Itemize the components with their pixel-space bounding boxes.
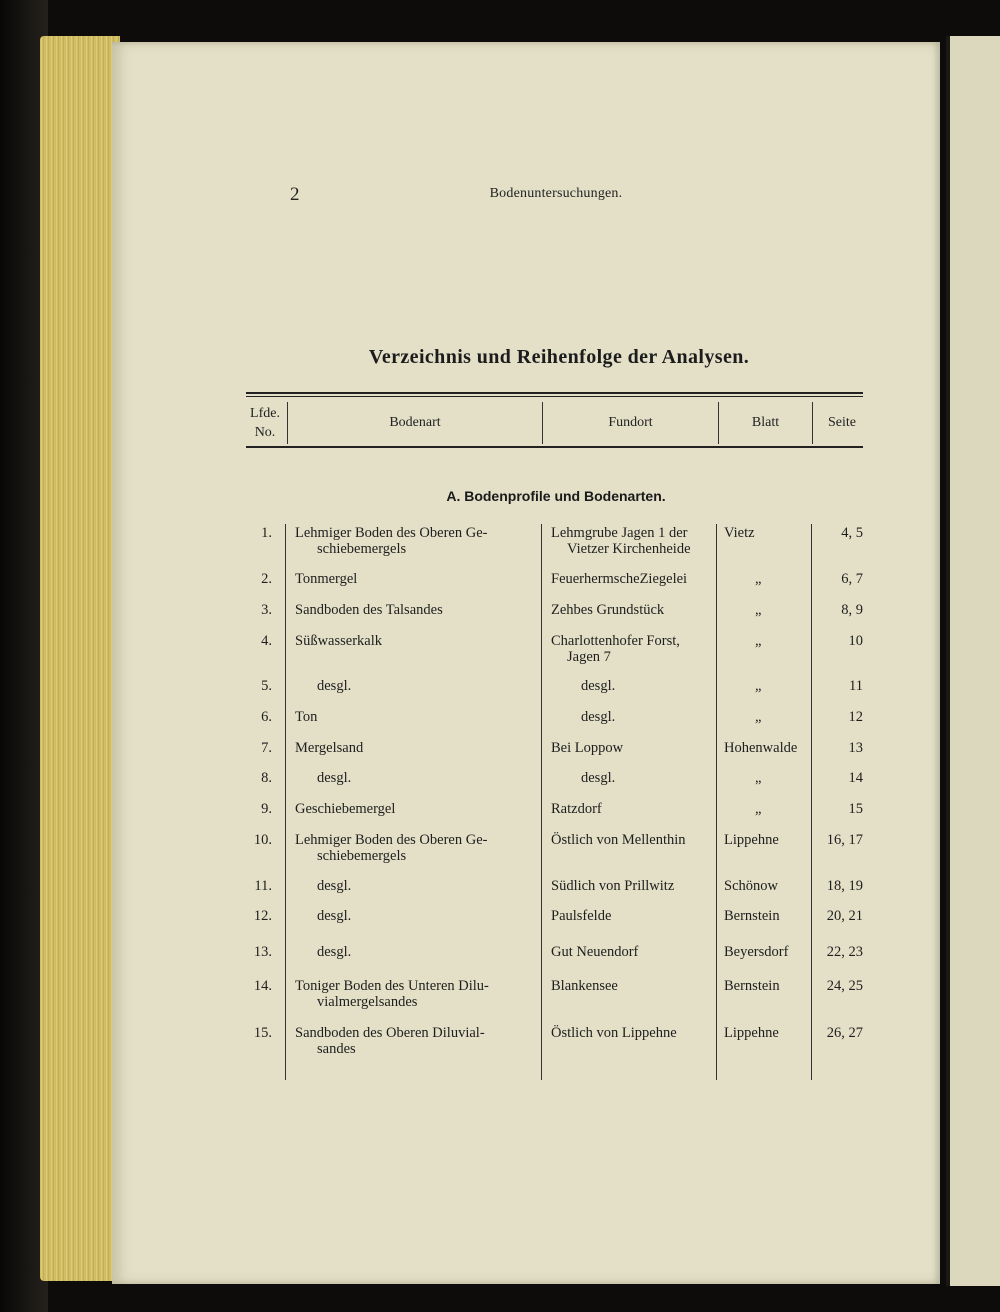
blatt: Bernstein bbox=[724, 978, 780, 994]
blatt: „ bbox=[755, 571, 762, 587]
bodenart: Ton bbox=[295, 709, 318, 725]
row-number: 10. bbox=[253, 832, 272, 848]
fundort: Östlich von Lippehne bbox=[551, 1025, 677, 1041]
blatt: Lippehne bbox=[724, 1025, 779, 1041]
body-separator bbox=[716, 524, 717, 1080]
blatt: „ bbox=[755, 602, 762, 618]
seite: 20, 21 bbox=[826, 908, 863, 924]
bodenart: desgl. bbox=[317, 770, 352, 786]
bodenart: Lehmiger Boden des Oberen Ge- bbox=[295, 832, 488, 848]
seite: 22, 23 bbox=[826, 944, 863, 960]
bodenart: Sandboden des Talsandes bbox=[295, 602, 443, 618]
table-top-rule bbox=[246, 392, 863, 394]
row-number: 8. bbox=[261, 770, 272, 786]
bodenart: Toniger Boden des Unteren Dilu- bbox=[295, 978, 489, 994]
bodenart: Tonmergel bbox=[295, 571, 358, 587]
row-number: 7. bbox=[261, 740, 272, 756]
blatt: „ bbox=[755, 770, 762, 786]
row-number: 3. bbox=[261, 602, 272, 618]
blatt: Beyersdorf bbox=[724, 944, 789, 960]
blatt: Schönow bbox=[724, 878, 778, 894]
row-number: 4. bbox=[261, 633, 272, 649]
page-edges bbox=[40, 36, 120, 1281]
seite: 24, 25 bbox=[826, 978, 863, 994]
bodenart: desgl. bbox=[317, 908, 352, 924]
fundort: Blankensee bbox=[551, 978, 618, 994]
row-number: 9. bbox=[261, 801, 272, 817]
column-header-lfde-line1: Lfde. bbox=[250, 406, 280, 421]
bodenart-continued: vialmergelsandes bbox=[317, 994, 418, 1010]
fundort: Bei Loppow bbox=[551, 740, 624, 756]
seite: 12 bbox=[848, 709, 863, 725]
seite: 15 bbox=[848, 801, 863, 817]
bodenart-continued: sandes bbox=[317, 1041, 356, 1057]
table-header-rule bbox=[246, 446, 863, 448]
bodenart: Süßwasserkalk bbox=[295, 633, 382, 649]
seite: 11 bbox=[849, 678, 863, 694]
table-top-rule-thin bbox=[246, 396, 863, 397]
fundort: Ratzdorf bbox=[551, 801, 602, 817]
row-number: 13. bbox=[253, 944, 272, 960]
bodenart: desgl. bbox=[317, 944, 352, 960]
bodenart: Geschiebemergel bbox=[295, 801, 396, 817]
fundort: Östlich von Mellenthin bbox=[551, 832, 686, 848]
blatt: „ bbox=[755, 709, 762, 725]
column-header-blatt: Blatt bbox=[751, 415, 780, 430]
document-title: Verzeichnis und Reihenfolge der Analysen. bbox=[368, 346, 750, 368]
row-number: 6. bbox=[261, 709, 272, 725]
row-number: 11. bbox=[254, 878, 272, 894]
page-number: 2 bbox=[290, 184, 300, 205]
fundort-continued: Jagen 7 bbox=[567, 649, 611, 665]
fundort: Zehbes Grundstück bbox=[551, 602, 665, 618]
blatt: Bernstein bbox=[724, 908, 780, 924]
seite: 8, 9 bbox=[841, 602, 863, 618]
row-number: 2. bbox=[261, 571, 272, 587]
seite: 6, 7 bbox=[841, 571, 863, 587]
column-header-bodenart: Bodenart bbox=[389, 415, 441, 430]
next-page-edge bbox=[946, 36, 1000, 1286]
fundort-continued: Vietzer Kirchenheide bbox=[567, 541, 691, 557]
fundort: desgl. bbox=[581, 678, 616, 694]
seite: 13 bbox=[848, 740, 863, 756]
bodenart-continued: schiebemergels bbox=[317, 541, 407, 557]
row-number: 12. bbox=[253, 908, 272, 924]
row-number: 14. bbox=[253, 978, 272, 994]
fundort: Südlich von Prillwitz bbox=[551, 878, 675, 894]
seite: 14 bbox=[848, 770, 863, 786]
blatt: Vietz bbox=[724, 525, 755, 541]
fundort: Paulsfelde bbox=[551, 908, 612, 924]
fundort: Charlottenhofer Forst, bbox=[551, 633, 680, 649]
bodenart: Lehmiger Boden des Oberen Ge- bbox=[295, 525, 488, 541]
seite: 10 bbox=[848, 633, 863, 649]
fundort: desgl. bbox=[581, 770, 616, 786]
section-title: A. Bodenprofile und Bodenarten. bbox=[446, 488, 666, 504]
blatt: „ bbox=[755, 801, 762, 817]
row-number: 5. bbox=[261, 678, 272, 694]
running-title: Bodenuntersuchungen. bbox=[489, 186, 623, 201]
column-header-lfde-line2: No. bbox=[254, 425, 276, 440]
bodenart: Mergelsand bbox=[295, 740, 364, 756]
column-header-seite: Seite bbox=[828, 415, 856, 430]
seite: 16, 17 bbox=[826, 832, 863, 848]
fundort: FeuerhermscheZiegelei bbox=[551, 571, 688, 587]
blatt: Lippehne bbox=[724, 832, 779, 848]
fundort: Gut Neuendorf bbox=[551, 944, 639, 960]
seite: 4, 5 bbox=[841, 525, 863, 541]
row-number: 1. bbox=[261, 525, 272, 541]
bodenart: Sandboden des Oberen Diluvial- bbox=[295, 1025, 485, 1041]
row-number: 15. bbox=[253, 1025, 272, 1041]
body-separator bbox=[285, 524, 286, 1080]
body-separator bbox=[541, 524, 542, 1080]
bodenart-continued: schiebemergels bbox=[317, 848, 407, 864]
bodenart: desgl. bbox=[317, 878, 352, 894]
column-header-fundort: Fundort bbox=[608, 415, 653, 430]
seite: 18, 19 bbox=[826, 878, 863, 894]
fundort: desgl. bbox=[581, 709, 616, 725]
blatt: „ bbox=[755, 633, 762, 649]
book-page bbox=[112, 42, 940, 1284]
bodenart: desgl. bbox=[317, 678, 352, 694]
fundort: Lehmgrube Jagen 1 der bbox=[551, 525, 688, 541]
seite: 26, 27 bbox=[826, 1025, 863, 1041]
blatt: Hohenwalde bbox=[724, 740, 798, 756]
blatt: „ bbox=[755, 678, 762, 694]
column-header-lfde bbox=[244, 404, 286, 442]
